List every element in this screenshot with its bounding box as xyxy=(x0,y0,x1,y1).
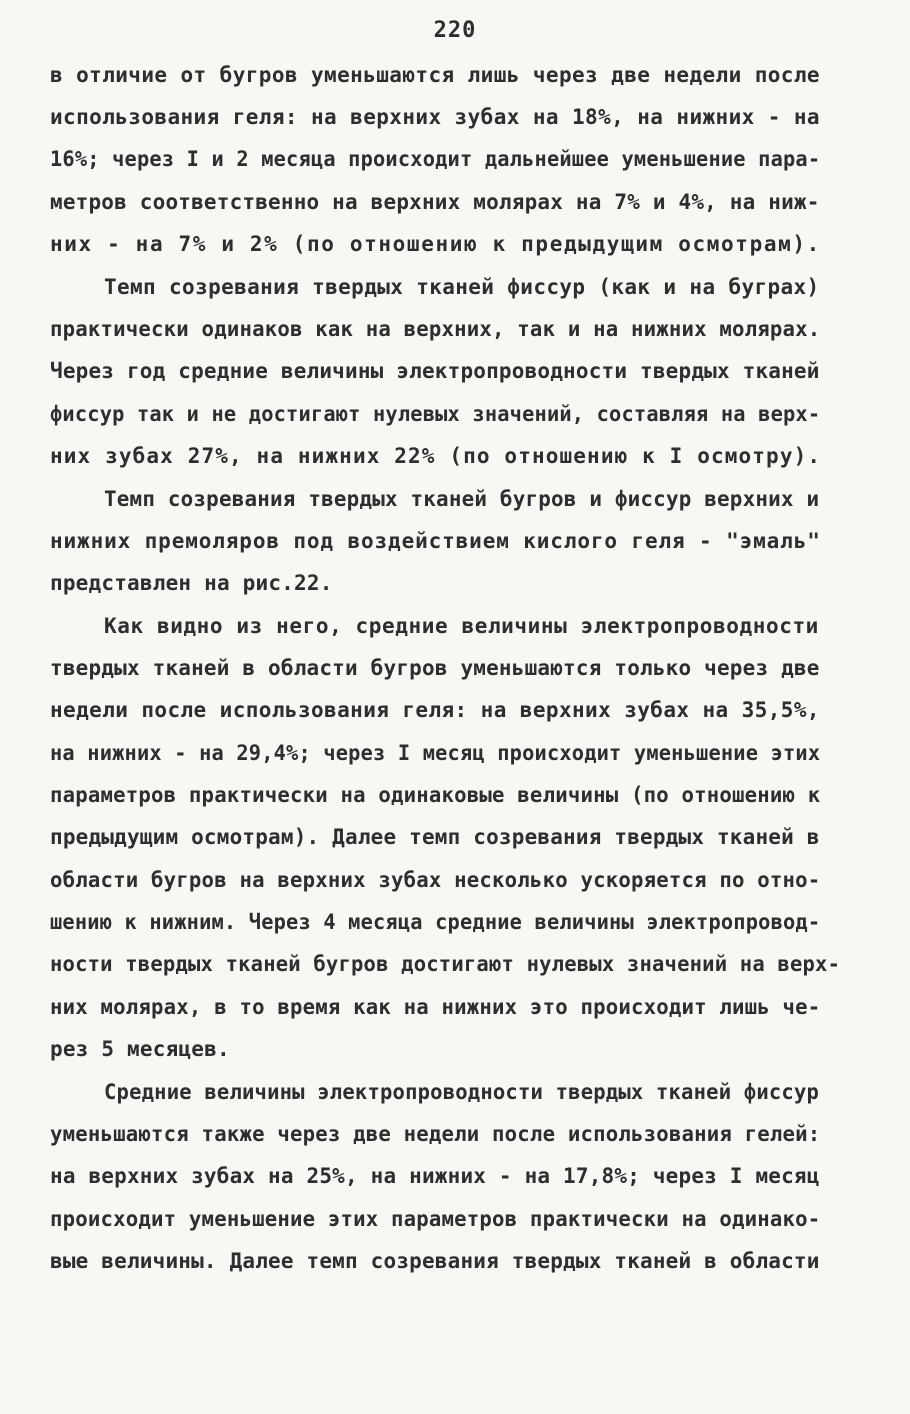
text-line: практически одинаков как на верхних, так и на нижних молярах. xyxy=(50,317,821,341)
text-line: недели после использования геля: на верхних зубах на 35,5%, xyxy=(50,698,820,722)
text-line: них - на 7% и 2% (по отношению к предыдущим осмотрам). xyxy=(50,232,821,256)
text-line: происходит уменьшение этих параметров практически на одинако- xyxy=(50,1207,821,1231)
text-line: метров соответственно на верхних молярах на 7% и 4%, на ниж- xyxy=(50,190,820,214)
text-line: Как видно из него, средние величины электропроводности xyxy=(104,614,819,638)
text-line: них зубах 27%, на нижних 22% (по отношению к I осмотру). xyxy=(50,444,822,468)
text-line: них молярах, в то время как на нижних это происходит лишь че- xyxy=(50,995,821,1019)
text-line: уменьшаются также через две недели после использования гелей: xyxy=(50,1122,821,1146)
text-line: нижних премоляров под воздействием кислого геля - "эмаль" xyxy=(50,529,821,553)
text-line: использования геля: на верхних зубах на 18%, на нижних - на xyxy=(50,105,820,129)
text-line: фиссур так и не достигают нулевых значений, составляя на верх- xyxy=(50,402,821,426)
text-line: твердых тканей в области бугров уменьшаются только через две xyxy=(50,656,820,680)
text-line: Темп созревания твердых тканей фиссур (как и на буграх) xyxy=(104,275,820,299)
text-line: шению к нижним. Через 4 месяца средние величины электропровод- xyxy=(50,910,821,934)
text-line: представлен на рис.22. xyxy=(50,571,333,595)
page-number: 220 xyxy=(433,18,477,43)
text-line: Средние величины электропроводности твердых тканей фиссур xyxy=(104,1080,820,1104)
text-line: ности твердых тканей бугров достигают нулевых значений на верх- xyxy=(50,952,841,976)
text-line: Темп созревания твердых тканей бугров и фиссур верхних и xyxy=(104,487,820,511)
text-line: Через год средние величины электропроводности твердых тканей xyxy=(50,359,820,383)
text-line: предыдущим осмотрам). Далее темп созревания твердых тканей в xyxy=(50,825,820,849)
text-line: параметров практически на одинаковые величины (по отношению к xyxy=(50,783,821,807)
text-line: на нижних - на 29,4%; через I месяц происходит уменьшение этих xyxy=(50,741,821,765)
text-line: в отличие от бугров уменьшаются лишь через две недели после xyxy=(50,63,820,87)
text-line: вые величины. Далее темп созревания твердых тканей в области xyxy=(50,1249,820,1273)
text-line: рез 5 месяцев. xyxy=(50,1037,230,1061)
text-line: 16%; через I и 2 месяца происходит дальнейшее уменьшение пара- xyxy=(50,147,821,171)
text-line: на верхних зубах на 25%, на нижних - на 17,8%; через I месяц xyxy=(50,1164,820,1188)
text-line: области бугров на верхних зубах несколько ускоряется по отно- xyxy=(50,868,821,892)
